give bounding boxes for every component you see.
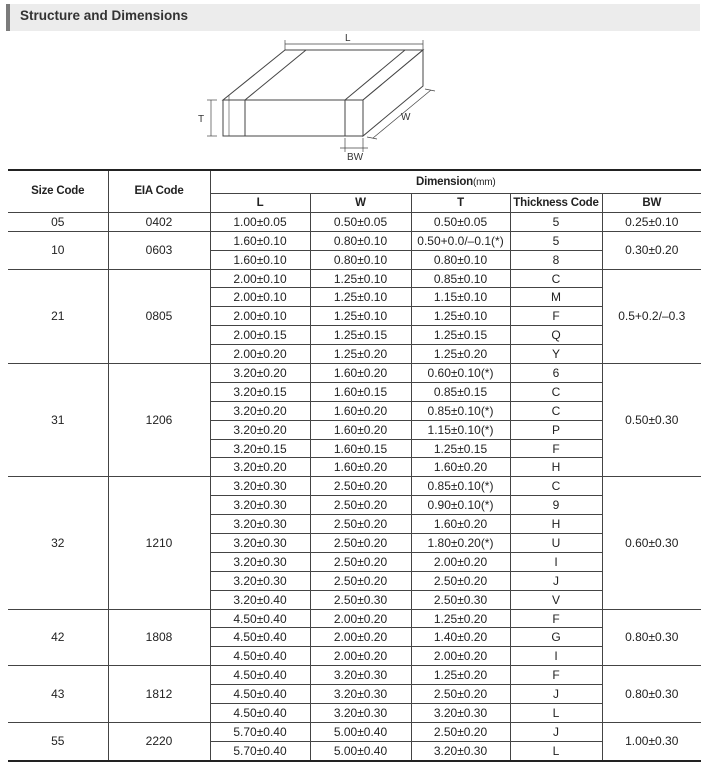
thickness-code-cell: 6 <box>510 364 602 383</box>
thickness-code-cell: F <box>510 666 602 685</box>
l-cell: 3.20±0.15 <box>210 382 310 401</box>
section-header <box>6 4 700 31</box>
t-cell: 1.80±0.20(*) <box>411 534 510 553</box>
thickness-code-cell: H <box>510 515 602 534</box>
thickness-code-cell: U <box>510 534 602 553</box>
l-cell: 4.50±0.40 <box>210 647 310 666</box>
table-row <box>8 231 701 250</box>
t-cell: 2.00±0.20 <box>411 647 510 666</box>
bw-cell: 0.50±0.30 <box>602 364 701 477</box>
t-cell: 2.50±0.20 <box>411 722 510 741</box>
table-row <box>8 722 701 741</box>
t-cell: 1.15±0.10(*) <box>411 420 510 439</box>
l-cell: 3.20±0.30 <box>210 552 310 571</box>
dimensions-table-body <box>8 212 701 760</box>
l-cell: 3.20±0.20 <box>210 364 310 383</box>
w-cell: 1.25±0.10 <box>310 288 411 307</box>
t-cell: 1.60±0.20 <box>411 458 510 477</box>
dimension-label: Dimension <box>416 175 473 188</box>
thickness-code-cell: 5 <box>510 212 602 231</box>
l-cell: 3.20±0.30 <box>210 534 310 553</box>
l-cell: 4.50±0.40 <box>210 704 310 723</box>
label-w: W <box>401 112 411 123</box>
thickness-code-cell: C <box>510 382 602 401</box>
l-cell: 3.20±0.30 <box>210 515 310 534</box>
t-cell: 1.25±0.15 <box>411 439 510 458</box>
thickness-code-cell: L <box>510 741 602 760</box>
l-cell: 5.70±0.40 <box>210 722 310 741</box>
w-cell: 1.25±0.20 <box>310 345 411 364</box>
w-cell: 1.25±0.10 <box>310 269 411 288</box>
l-cell: 4.50±0.40 <box>210 685 310 704</box>
l-cell: 2.00±0.20 <box>210 345 310 364</box>
t-cell: 0.80±0.10 <box>411 250 510 269</box>
l-cell: 3.20±0.20 <box>210 401 310 420</box>
l-header: L <box>210 194 310 213</box>
thickness-code-cell: 5 <box>510 231 602 250</box>
size-code-header: Size Code <box>8 170 108 212</box>
t-cell: 2.50±0.30 <box>411 590 510 609</box>
l-cell: 3.20±0.30 <box>210 477 310 496</box>
thickness-code-cell: Y <box>510 345 602 364</box>
bw-header: BW <box>602 194 701 213</box>
t-cell: 1.25±0.20 <box>411 666 510 685</box>
t-cell: 1.25±0.20 <box>411 609 510 628</box>
eia-code-cell: 0603 <box>108 231 210 269</box>
eia-code-cell: 1210 <box>108 477 210 609</box>
l-cell: 3.20±0.30 <box>210 496 310 515</box>
table-row <box>8 212 701 231</box>
w-cell: 0.50±0.05 <box>310 212 411 231</box>
bw-cell: 0.80±0.30 <box>602 666 701 723</box>
l-cell: 3.20±0.30 <box>210 571 310 590</box>
bw-cell: 0.25±0.10 <box>602 212 701 231</box>
w-cell: 5.00±0.40 <box>310 741 411 760</box>
table-row <box>8 269 701 288</box>
t-cell: 1.25±0.15 <box>411 326 510 345</box>
t-cell: 0.50+0.0/–0.1(*) <box>411 231 510 250</box>
l-cell: 3.20±0.40 <box>210 590 310 609</box>
l-cell: 2.00±0.15 <box>210 326 310 345</box>
w-cell: 2.50±0.30 <box>310 590 411 609</box>
w-cell: 1.60±0.20 <box>310 364 411 383</box>
l-cell: 5.70±0.40 <box>210 741 310 760</box>
dimensions-table <box>8 169 701 762</box>
label-t: T <box>198 114 205 125</box>
t-cell: 0.90±0.10(*) <box>411 496 510 515</box>
size-code-cell: 05 <box>8 212 108 231</box>
t-cell: 1.25±0.10 <box>411 307 510 326</box>
thickness-code-cell: F <box>510 609 602 628</box>
size-code-cell: 43 <box>8 666 108 723</box>
table-row <box>8 609 701 628</box>
w-cell: 0.80±0.10 <box>310 250 411 269</box>
thickness-code-cell: C <box>510 477 602 496</box>
w-cell: 5.00±0.40 <box>310 722 411 741</box>
w-cell: 2.50±0.20 <box>310 496 411 515</box>
table-row <box>8 364 701 383</box>
l-cell: 1.00±0.05 <box>210 212 310 231</box>
w-cell: 2.50±0.20 <box>310 571 411 590</box>
w-cell: 2.50±0.20 <box>310 477 411 496</box>
size-code-cell: 31 <box>8 364 108 477</box>
thickness-code-cell: G <box>510 628 602 647</box>
w-cell: 3.20±0.30 <box>310 685 411 704</box>
thickness-code-header: Thickness Code <box>510 194 602 213</box>
w-cell: 1.60±0.20 <box>310 401 411 420</box>
t-cell: 2.50±0.20 <box>411 571 510 590</box>
eia-code-header: EIA Code <box>108 170 210 212</box>
thickness-code-cell: F <box>510 439 602 458</box>
thickness-code-cell: 9 <box>510 496 602 515</box>
t-cell: 0.50±0.05 <box>411 212 510 231</box>
l-cell: 4.50±0.40 <box>210 666 310 685</box>
bw-cell: 0.30±0.20 <box>602 231 701 269</box>
thickness-code-cell: H <box>510 458 602 477</box>
w-cell: 2.50±0.20 <box>310 552 411 571</box>
t-cell: 0.85±0.10(*) <box>411 401 510 420</box>
l-cell: 1.60±0.10 <box>210 250 310 269</box>
t-cell: 1.25±0.20 <box>411 345 510 364</box>
thickness-code-cell: C <box>510 401 602 420</box>
l-cell: 3.20±0.20 <box>210 420 310 439</box>
thickness-code-cell: J <box>510 571 602 590</box>
thickness-code-cell: I <box>510 552 602 571</box>
size-code-cell: 21 <box>8 269 108 363</box>
thickness-code-cell: M <box>510 288 602 307</box>
w-cell: 2.00±0.20 <box>310 647 411 666</box>
thickness-code-cell: I <box>510 647 602 666</box>
table-row <box>8 666 701 685</box>
w-cell: 1.25±0.10 <box>310 307 411 326</box>
dimension-unit: (mm) <box>473 176 496 188</box>
section-title: Structure and Dimensions <box>20 8 189 23</box>
thickness-code-cell: J <box>510 722 602 741</box>
eia-code-cell: 1812 <box>108 666 210 723</box>
label-l: L <box>345 33 351 44</box>
w-cell: 1.60±0.15 <box>310 382 411 401</box>
t-cell: 1.15±0.10 <box>411 288 510 307</box>
bw-cell: 1.00±0.30 <box>602 722 701 760</box>
l-cell: 4.50±0.40 <box>210 609 310 628</box>
eia-code-cell: 1206 <box>108 364 210 477</box>
l-cell: 2.00±0.10 <box>210 269 310 288</box>
t-header: T <box>411 194 510 213</box>
t-cell: 0.85±0.15 <box>411 382 510 401</box>
eia-code-cell: 0805 <box>108 269 210 363</box>
t-cell: 0.85±0.10(*) <box>411 477 510 496</box>
thickness-code-cell: F <box>510 307 602 326</box>
l-cell: 2.00±0.10 <box>210 307 310 326</box>
size-code-cell: 55 <box>8 722 108 760</box>
w-cell: 1.25±0.15 <box>310 326 411 345</box>
thickness-code-cell: J <box>510 685 602 704</box>
size-code-cell: 42 <box>8 609 108 666</box>
bw-cell: 0.80±0.30 <box>602 609 701 666</box>
w-cell: 0.80±0.10 <box>310 231 411 250</box>
bw-cell: 0.5+0.2/–0.3 <box>602 269 701 363</box>
t-cell: 3.20±0.30 <box>411 741 510 760</box>
t-cell: 2.50±0.20 <box>411 685 510 704</box>
w-cell: 2.00±0.20 <box>310 628 411 647</box>
eia-code-cell: 2220 <box>108 722 210 760</box>
thickness-code-cell: L <box>510 704 602 723</box>
bw-cell: 0.60±0.30 <box>602 477 701 609</box>
w-cell: 2.00±0.20 <box>310 609 411 628</box>
dimension-header <box>210 170 701 194</box>
l-cell: 2.00±0.10 <box>210 288 310 307</box>
l-cell: 4.50±0.40 <box>210 628 310 647</box>
thickness-code-cell: V <box>510 590 602 609</box>
eia-code-cell: 1808 <box>108 609 210 666</box>
t-cell: 1.40±0.20 <box>411 628 510 647</box>
w-cell: 1.60±0.20 <box>310 458 411 477</box>
thickness-code-cell: Q <box>510 326 602 345</box>
thickness-code-cell: 8 <box>510 250 602 269</box>
t-cell: 2.00±0.20 <box>411 552 510 571</box>
l-cell: 1.60±0.10 <box>210 231 310 250</box>
t-cell: 3.20±0.30 <box>411 704 510 723</box>
l-cell: 3.20±0.15 <box>210 439 310 458</box>
t-cell: 0.85±0.10 <box>411 269 510 288</box>
w-cell: 3.20±0.30 <box>310 666 411 685</box>
w-cell: 1.60±0.15 <box>310 439 411 458</box>
t-cell: 0.60±0.10(*) <box>411 364 510 383</box>
w-cell: 2.50±0.20 <box>310 534 411 553</box>
w-cell: 3.20±0.30 <box>310 704 411 723</box>
t-cell: 1.60±0.20 <box>411 515 510 534</box>
label-bw: BW <box>347 152 364 163</box>
thickness-code-cell: C <box>510 269 602 288</box>
thickness-code-cell: P <box>510 420 602 439</box>
l-cell: 3.20±0.20 <box>210 458 310 477</box>
chip-structure-diagram <box>195 30 455 168</box>
size-code-cell: 10 <box>8 231 108 269</box>
size-code-cell: 32 <box>8 477 108 609</box>
w-cell: 2.50±0.20 <box>310 515 411 534</box>
table-row <box>8 477 701 496</box>
w-header: W <box>310 194 411 213</box>
w-cell: 1.60±0.20 <box>310 420 411 439</box>
eia-code-cell: 0402 <box>108 212 210 231</box>
